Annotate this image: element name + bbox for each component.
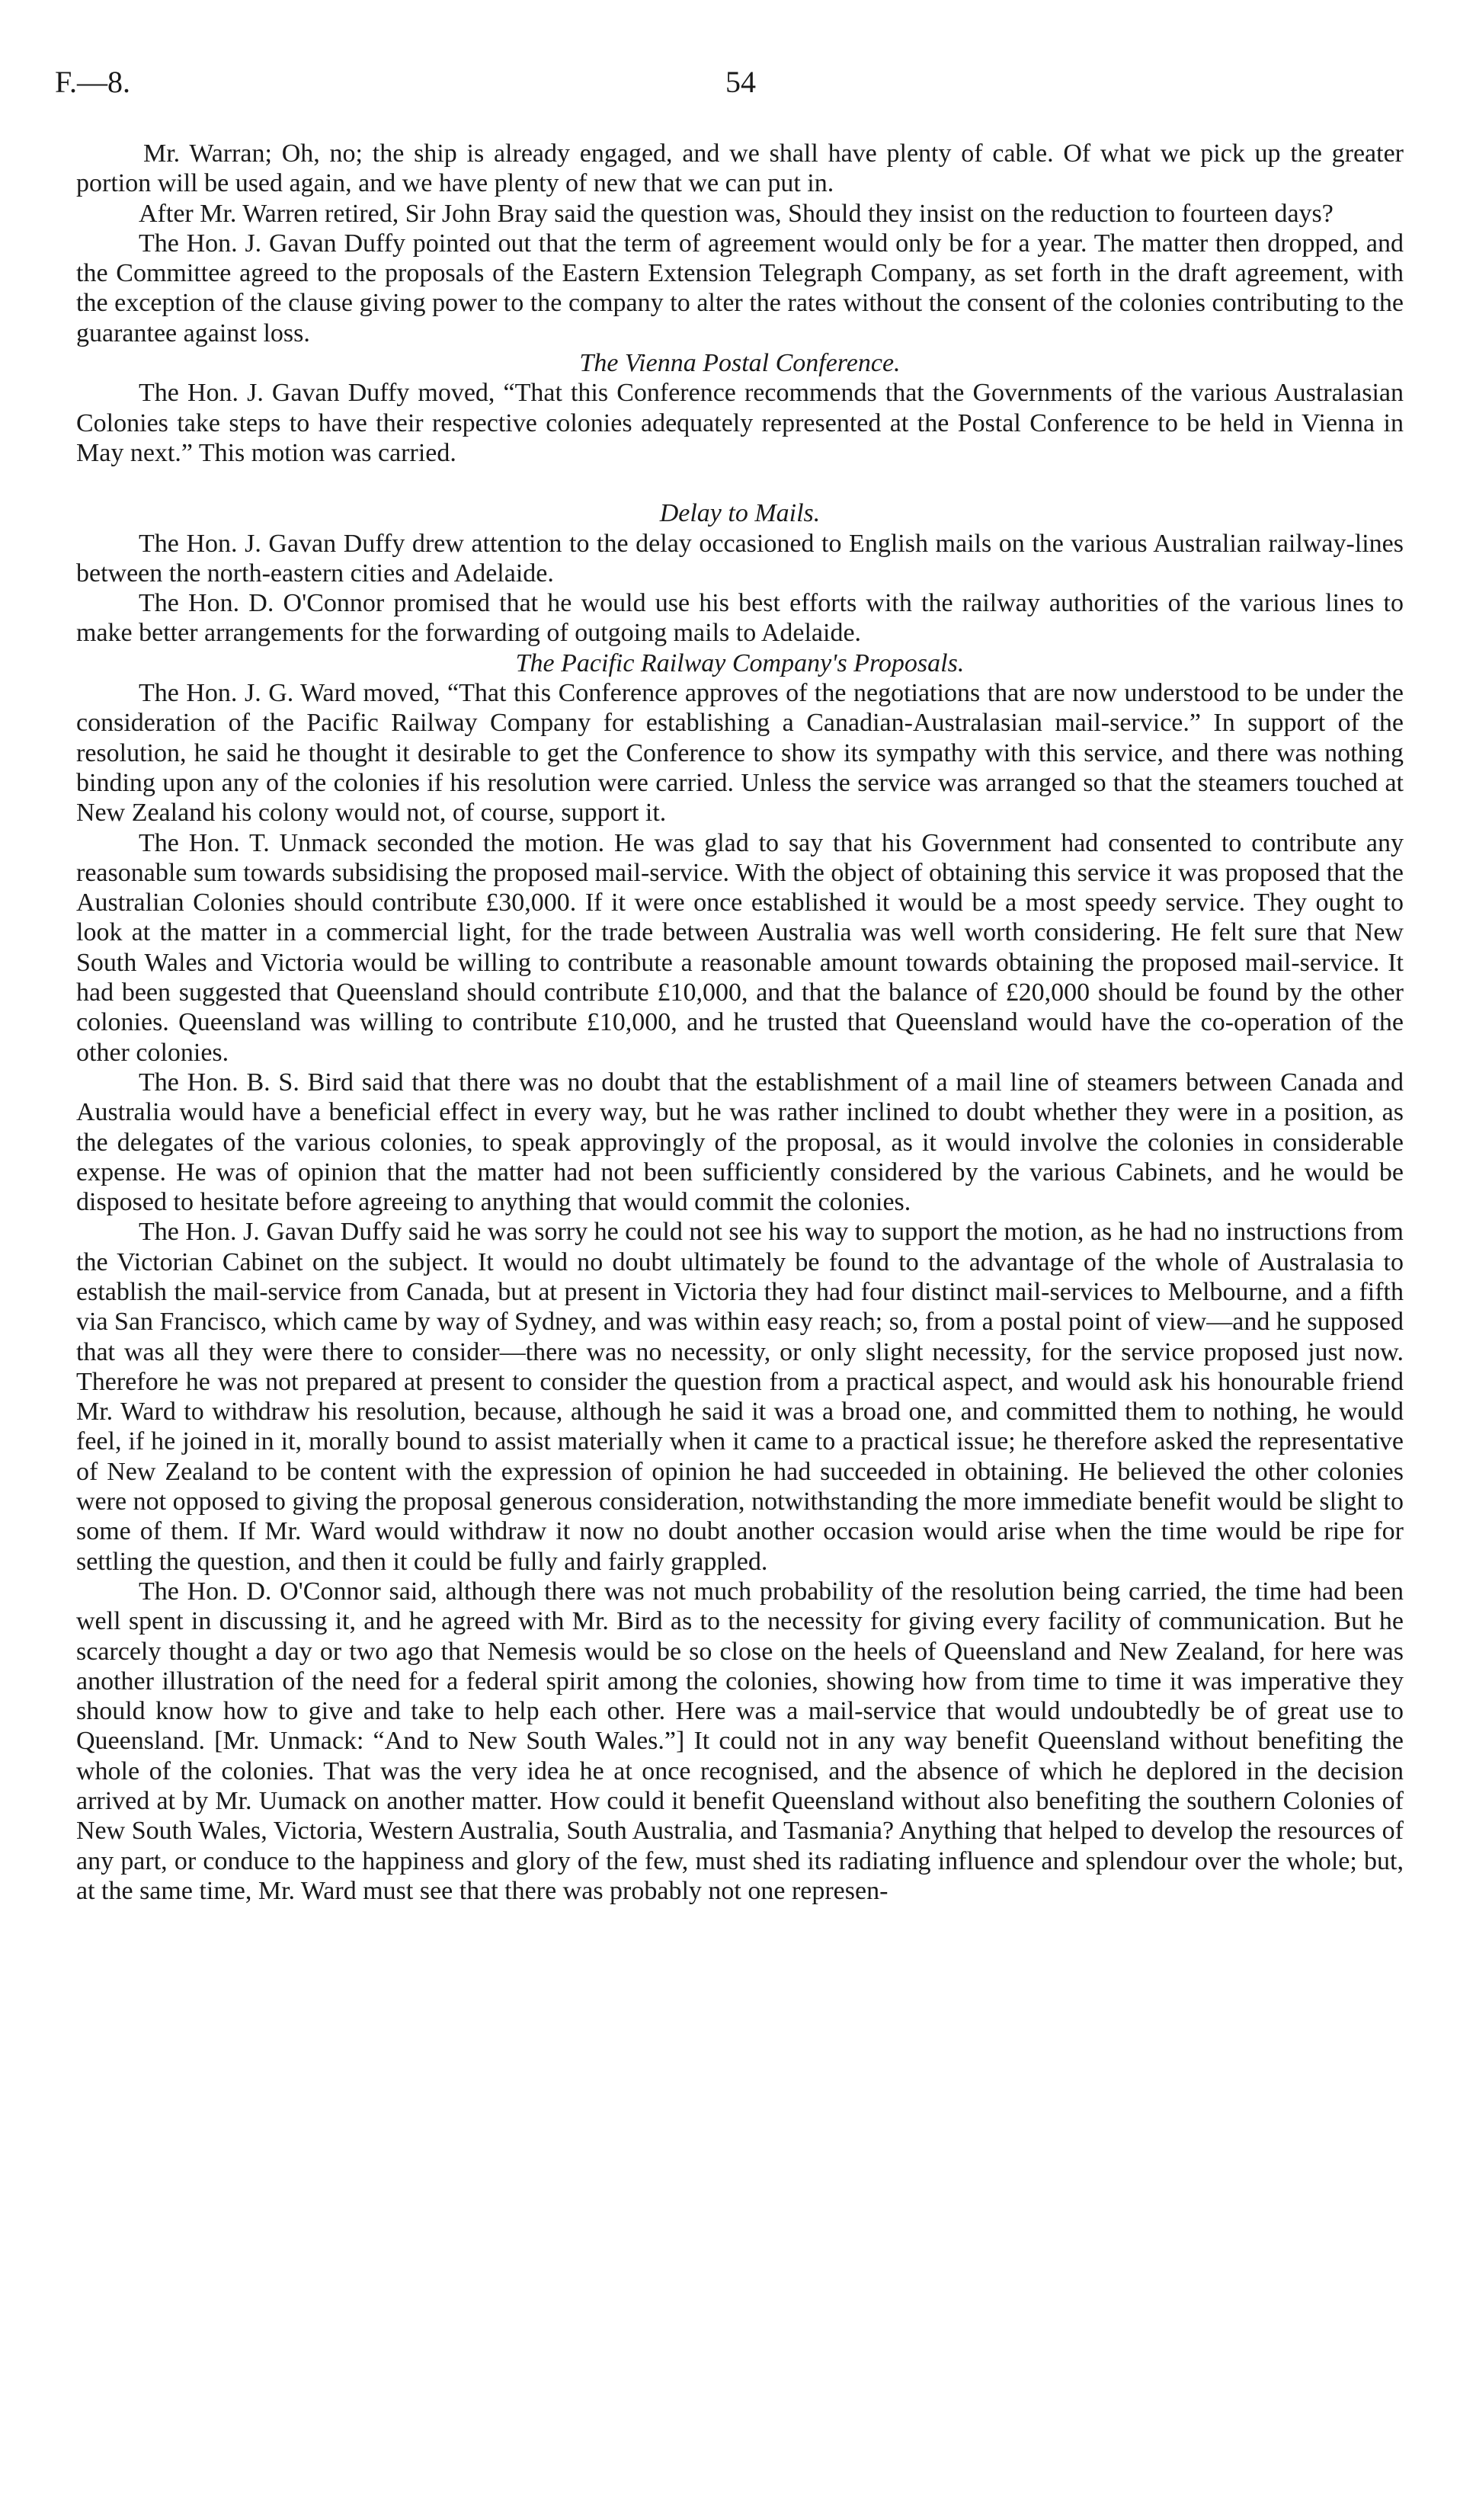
section-heading-vienna: The Vienna Postal Conference. [579,349,901,378]
page-number: 54 [725,65,756,99]
paragraph-bird-opinion: The Hon. B. S. Bird said that there was no doubt that the establishment of a mail line of steamers between Canada and Australia would have a beneficial effect in every way, but he was rather inclined to doubt whether they were in a position, as the delegates of the various colonies, to speak approvingly of the proposal, as it would involve the colonies in considerable expense. He was of opinion that the matter had not been sufficiently considered by the various Cabinets, and he would be disposed to hesitate before agreeing to anything that would commit the colonies. [76,1068,1404,1217]
paragraph-unmack-seconded: The Hon. T. Unmack seconded the motion. He was glad to say that his Government had consented to contribute any reasonable sum towards subsidising the proposed mail-service. With the object of obtaining this service it was proposed that the Australian Colonies should contribute £30,000. If it were once established it would be a most speedy service. They ought to look at the matter in a commercial light, for the trade between Australia was well worth considering. He felt sure that New South Wales and Victoria would be willing to contribute a reasonable amount towards obtaining the proposed mail-service. It had been suggested that Queensland should contribute £10,000, and that the balance of £20,000 should be found by the other colonies. Queensland was willing to contribute £10,000, and he trusted that Queensland would have the co-operation of the other colonies. [76,828,1404,1067]
paragraph-duffy-opposition: The Hon. J. Gavan Duffy said he was sorry he could not see his way to support the motion, as he had no instructions from the Victorian Cabinet on the subject. It would no doubt ultimately be found to the advantage of the whole of Australasia to establish the mail-service from Canada, but at present in Victoria they had four distinct mail-services to Melbourne, and a fifth via San Francisco, which came by way of Sydney, and was within easy reach; so, from a postal point of view—and he supposed that was all they were there to consider—there was no necessity, or only slight necessity, for the service proposed just now. Therefore he was not prepared at present to consider the question from a practical aspect, and would ask his honourable friend Mr. Ward to withdraw his resolution, because, although he said it was a broad one, and committed them to nothing, he would feel, if he joined in it, morally bound to assist materially when it came to a practical issue; he therefore asked the representative of New Zealand to be content with the expression of opinion he had succeeded in obtaining. He believed the other colonies were not opposed to giving the proposal generous consideration, notwithstanding the more immediate benefit would be slight to some of them. If Mr. Ward would withdraw it now no doubt another occasion would arise when the time would be ripe for settling the question, and then it could be fully and fairly grappled. [76,1218,1404,1576]
page-header [55,64,1404,110]
paragraph-delay-oconnor: The Hon. D. O'Connor promised that he would use his best efforts with the railway authorities of the various lines to make better arrangements for the forwarding of outgoing mails to Adelaide. [76,589,1404,648]
paragraph-ward-motion: The Hon. J. G. Ward moved, “That this Conference approves of the negotiations that are now understood to be under the consideration of the Pacific Railway Company for establishing a Canadian-Australasian mail-service.” In support of the resolution, he said he thought it desirable to get the Conference to show its sympathy with this service, and there was nothing binding upon any of the colonies if his resolution were carried. Unless the service was arranged so that the steamers touched at New Zealand his colony would not, of course, support it. [76,679,1404,828]
section-spacer [76,468,1404,498]
paragraph-duffy-agreement: The Hon. J. Gavan Duffy pointed out that the term of agreement would only be for a year. The matter then dropped, and the Committee agreed to the proposals of the Eastern Extension Telegraph Company, as set forth in the draft agreement, with the exception of the clause giving power to the company to alter the rates without the consent of the colonies contributing to the guarantee against loss. [76,229,1404,347]
paragraph-vienna-motion: The Hon. J. Gavan Duffy moved, “That this Conference recommends that the Governments of the various Australasian Colonies take steps to have their respective colonies adequately represented at the Postal Conference to be held in Vienna in May next.” This motion was carried. [76,379,1404,467]
document-body [76,139,1404,1906]
section-heading-delay: Delay to Mails. [659,499,821,528]
paragraph-warran-reply: Mr. Warran; Oh, no; the ship is already engaged, and we shall have plenty of cable. Of what we pick up the greater portion will be used again, and we have plenty of new that we can put in. [76,139,1404,198]
paragraph-oconnor-remarks: The Hon. D. O'Connor said, although there was not much probability of the resolution being carried, the time had been well spent in discussing it, and he agreed with Mr. Bird as to the necessity for giving every facility of communication. But he scarcely thought a day or two ago that Nemesis would be so close on the heels of Queensland and New Zealand, for here was another illustration of the need for a federal spirit among the colonies, showing how from time to time it was imperative they should know how to give and take to help each other. Here was a mail-service that would undoubtedly be of great use to Queensland. [Mr. Unmack: “And to New South Wales.”] It could not in any way benefit Queensland without benefiting the whole of the colonies. That was the very idea he at once recognised, and the absence of which he deplored in the decision arrived at by Mr. Uumack on another matter. How could it benefit Queensland without also benefiting the southern Colonies of New South Wales, Victoria, Western Australia, South Australia, and Tasmania? Anything that helped to develop the resources of any part, or conduce to the happiness and glory of the few, must shed its radiating influence and splendour over the whole; but, at the same time, Mr. Ward must see that there was probably not one represen- [76,1577,1404,1905]
paragraph-bray-question: After Mr. Warren retired, Sir John Bray said the question was, Should they insist on the reduction to fourteen days? [139,199,1334,228]
paragraph-delay-duffy: The Hon. J. Gavan Duffy drew attention to the delay occasioned to English mails on the various Australian railway-lines between the north-eastern cities and Adelaide. [76,529,1404,588]
document-reference: F.—8. [55,65,131,99]
section-heading-pacific: The Pacific Railway Company's Proposals. [515,648,965,677]
